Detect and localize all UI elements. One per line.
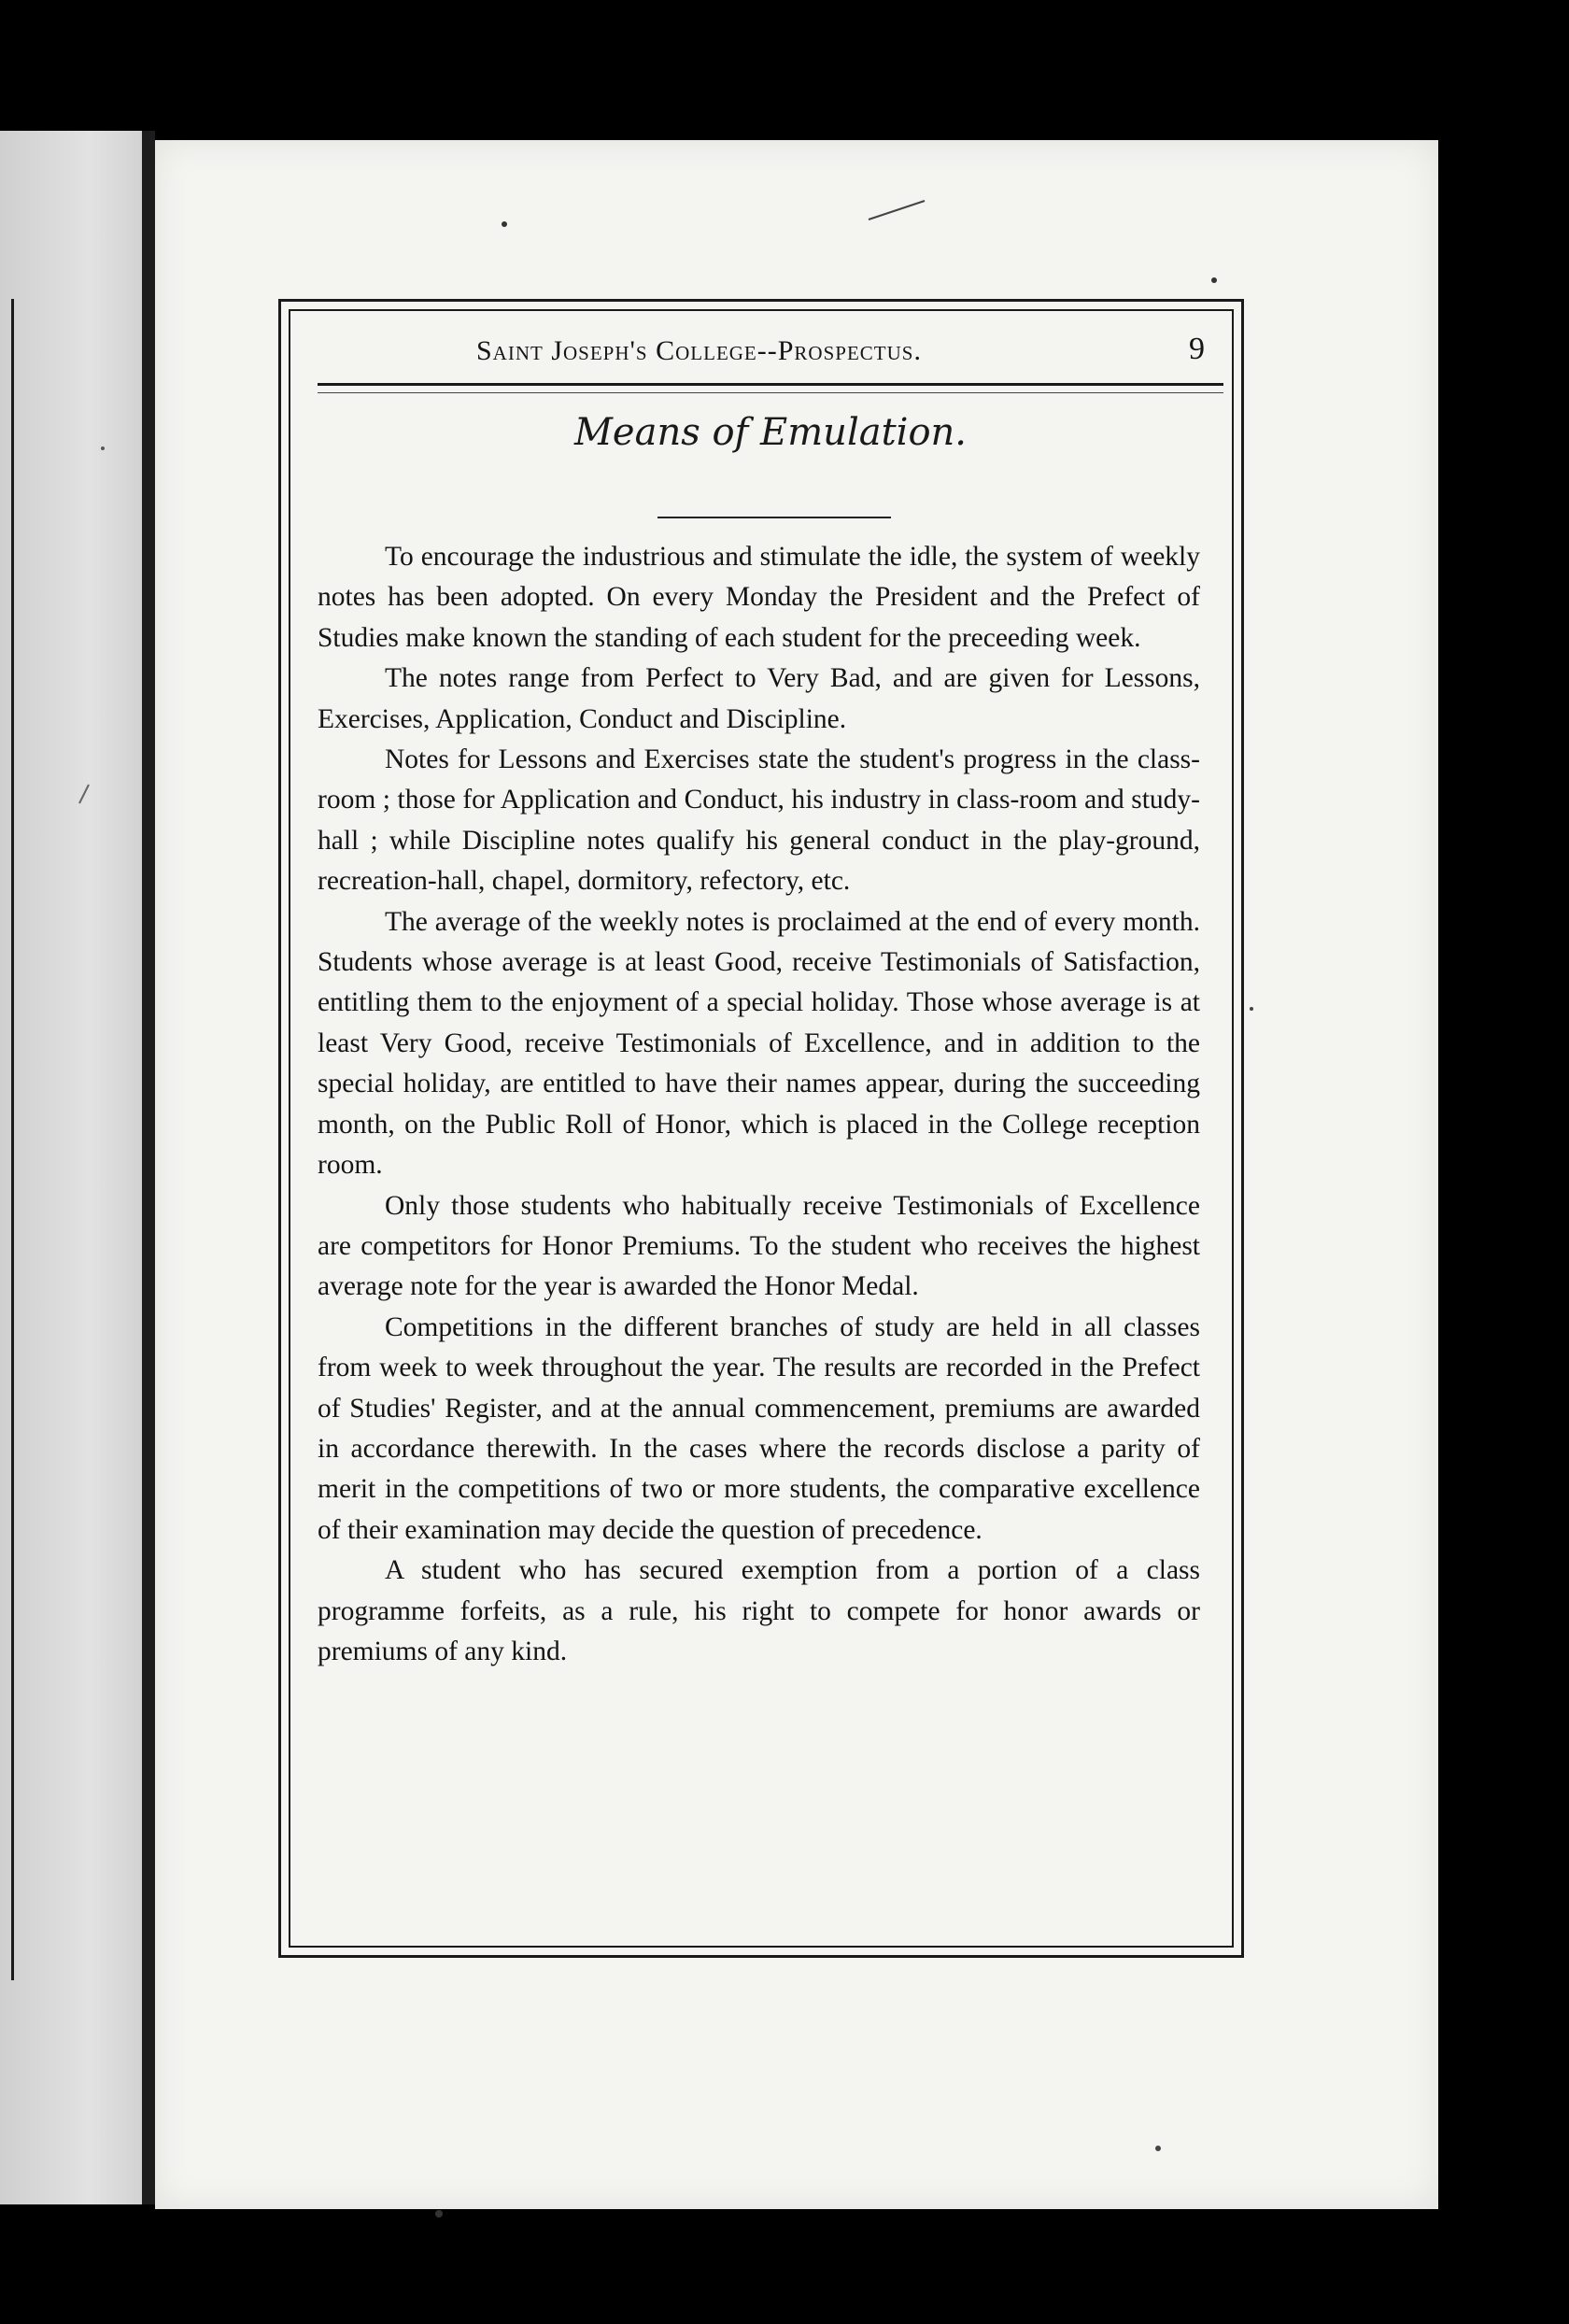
paragraph: The average of the weekly notes is proclaimed at the end of every month. Students whose average is at least Good, receive Testimonials of Satisfaction, entitling them to the enjoyment of a special holiday. Those whose average is at least Very Good, receive Testimonials of Excellence, and in addition to the special holiday, are entitled to have their names appear, during the succeeding month, on the Public Roll of Honor, which is placed in the College reception room. (318, 906, 1200, 1181)
header-rule-thin (318, 392, 1223, 393)
title-underline (657, 517, 891, 518)
paragraph: A student who has secured exemption from a portion of a class programme forfeits, as a rule, his right to compete for honor awards or premiums of any kind. (318, 1555, 1200, 1666)
running-head (318, 332, 1205, 378)
paragraph: To encourage the industrious and stimulate the idle, the system of weekly notes has been adopted. On every Monday the President and the Prefect of Studies make known the standing of each student for the preceeding week. (318, 542, 1200, 653)
page-number: 9 (1189, 332, 1205, 366)
paragraph: Competitions in the different branches of study are held in all classes from week to week throughout the year. The results are recorded in the Prefect of Studies' Register, and at the annual commencement, premiums are awarded in accordance therewith. In the cases where the records disclose a parity of merit in the competitions of two or more students, the comparative excellence of their examination may decide the question of precedence. (318, 1311, 1200, 1545)
book-gutter (142, 131, 155, 2204)
body-text (318, 537, 1200, 1672)
running-title: Saint Joseph's College--Prospectus. (476, 335, 922, 366)
paragraph: Notes for Lessons and Exercises state the student's progress in the class-room ; those for Application and Conduct, his industry in class-room and study-hall ; while Discipline notes qualify his general conduct in the play-ground, recreation-hall, chapel, dormitory, refectory, etc. (318, 744, 1200, 897)
paragraph: Only those students who habitually receive Testimonials of Excellence are competitors for Honor Premiums. To the student who receives the highest average note for the year is awarded the Honor Medal. (318, 1190, 1200, 1302)
header-rule (318, 383, 1223, 386)
facing-page-rule (0, 299, 14, 1980)
facing-page-edge (0, 131, 149, 2204)
paragraph: The notes range from Perfect to Very Bad, and are given for Lessons, Exercises, Application, Conduct and Discipline. (318, 663, 1200, 734)
section-title: Means of Emulation. (573, 411, 968, 454)
